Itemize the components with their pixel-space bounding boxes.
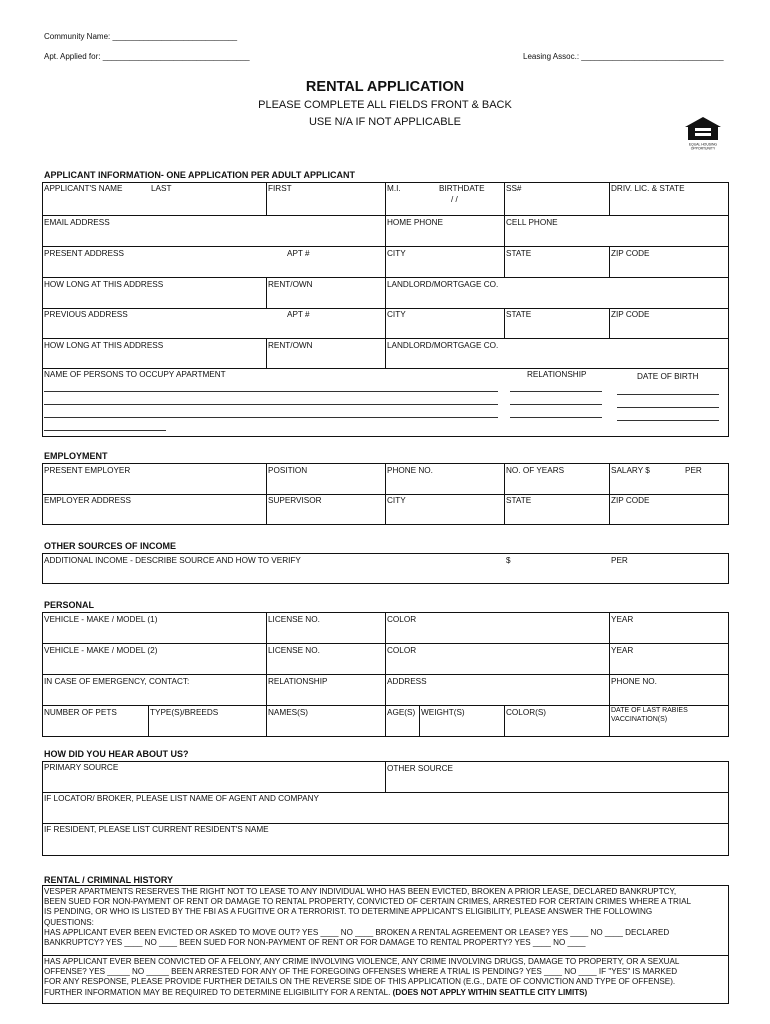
present-employer-label: PRESENT EMPLOYER — [44, 466, 131, 475]
color-2-label: COLOR — [387, 646, 417, 655]
eho-text-1: EQUAL HOUSING — [688, 142, 718, 147]
pet-breeds-label: TYPE(S)/BREEDS — [150, 708, 219, 717]
year-1-label: YEAR — [611, 615, 634, 624]
home-phone-label: HOME PHONE — [387, 218, 443, 227]
community-name-field[interactable]: Community Name: ____________________________ — [44, 32, 238, 41]
emergency-contact-label: IN CASE OF EMERGENCY, CONTACT: — [44, 677, 190, 686]
subtitle-instructions: PLEASE COMPLETE ALL FIELDS FRONT & BACK — [258, 99, 512, 111]
landlord-label: LANDLORD/MORTGAGE CO. — [387, 280, 499, 289]
apt-label: APT # — [287, 249, 310, 258]
pet-color-label: COLOR(S) — [506, 708, 547, 717]
how-long-label: HOW LONG AT THIS ADDRESS — [44, 280, 164, 289]
drivers-license-label: DRIV. LIC. & STATE — [611, 184, 685, 193]
employer-zip-label: ZIP CODE — [611, 496, 650, 505]
birthdate-slashes: / / — [451, 195, 458, 204]
leasing-assoc-field[interactable]: Leasing Assoc.: ________________________________ — [523, 52, 724, 61]
mi-label: M.I. — [387, 184, 401, 193]
occupants-label: NAME OF PERSONS TO OCCUPY APARTMENT — [44, 370, 226, 379]
vehicle-1-label: VEHICLE - MAKE / MODEL (1) — [44, 615, 158, 624]
landlord-label-2: LANDLORD/MORTGAGE CO. — [387, 341, 499, 350]
employment-heading: EMPLOYMENT — [44, 451, 108, 461]
emergency-address-label: ADDRESS — [387, 677, 427, 686]
apt-label-2: APT # — [287, 310, 310, 319]
state-label-2: STATE — [506, 310, 532, 319]
zip-label-2: ZIP CODE — [611, 310, 650, 319]
rabies-label-2: VACCINATION(S) — [611, 716, 668, 723]
income-per-label: PER — [611, 556, 628, 565]
criminal-history-heading: RENTAL / CRIMINAL HISTORY — [44, 875, 174, 885]
birthdate-label: BIRTHDATE — [439, 184, 485, 193]
first-name-label: FIRST — [268, 184, 292, 193]
email-label: EMAIL ADDRESS — [44, 218, 110, 227]
city-label-2: CITY — [387, 310, 406, 319]
equal-housing-opportunity-icon — [683, 116, 723, 152]
salary-label: SALARY $ — [611, 466, 650, 475]
criminal-paragraph-1: VESPER APARTMENTS RESERVES THE RIGHT NOT TO LEASE TO ANY INDIVIDUAL WHO HAS BEEN EVICTED, BROKEN A PRIOR LEASE, DECLARED BANKRUPTCY, BEEN SUED FOR NON-PAYMENT OF RENT OR DAMAGE TO RENTAL PROPERTY, CONVICTED OF CERTAIN CRIMES, ARRESTED FOR CERTAIN CRIMES WHERE A TRIAL IS PENDING, OR WHO IS LISTED BY THE FBI AS A FUGITIVE OR A TERRORIST. TO DETERMINE APPLICANT'S ELIGIBILITY, PLEASE ANSWER THE FOLLOWING QUESTIONS: HAS APPLICANT EVER BEEN EVICTED OR ASKED TO MOVE OUT? YES ____ NO ____ BROKEN A RENTAL AGREEMENT OR LEASE? YES ____ NO ____ DECLARED BANKRUPTCY? YES ____ NO ____ BEEN SUED FOR NON-PAYMENT OF RENT OR FOR DAMAGE TO RENTAL PROPERTY? YES ____ NO ____ — [44, 887, 691, 948]
vehicle-2-label: VEHICLE - MAKE / MODEL (2) — [44, 646, 158, 655]
resident-label: IF RESIDENT, PLEASE LIST CURRENT RESIDENT'S NAME — [44, 825, 269, 834]
relationship-label: RELATIONSHIP — [527, 370, 587, 379]
employer-phone-label: PHONE NO. — [387, 466, 433, 475]
employer-address-label: EMPLOYER ADDRESS — [44, 496, 131, 505]
applicant-name-label: APPLICANT'S NAME — [44, 184, 123, 193]
personal-heading: PERSONAL — [44, 600, 95, 610]
pet-weight-label: WEIGHT(S) — [421, 708, 465, 717]
last-name-label: LAST — [151, 184, 172, 193]
emergency-phone-label: PHONE NO. — [611, 677, 657, 686]
supervisor-label: SUPERVISOR — [268, 496, 322, 505]
locator-label: IF LOCATOR/ BROKER, PLEASE LIST NAME OF AGENT AND COMPANY — [44, 794, 319, 803]
city-label: CITY — [387, 249, 406, 258]
subtitle-na: USE N/A IF NOT APPLICABLE — [308, 116, 462, 128]
employer-city-label: CITY — [387, 496, 406, 505]
state-label: STATE — [506, 249, 532, 258]
employer-state-label: STATE — [506, 496, 532, 505]
income-heading: OTHER SOURCES OF INCOME — [44, 541, 177, 551]
apt-applied-field[interactable]: Apt. Applied for: _________________________________ — [44, 52, 250, 61]
page-title: RENTAL APPLICATION — [305, 79, 465, 95]
year-2-label: YEAR — [611, 646, 634, 655]
additional-income-label: ADDITIONAL INCOME - DESCRIBE SOURCE AND HOW TO VERIFY — [44, 556, 301, 565]
how-long-label-2: HOW LONG AT THIS ADDRESS — [44, 341, 164, 350]
pet-age-label: AGE(S) — [387, 708, 416, 717]
cell-phone-label: CELL PHONE — [506, 218, 558, 227]
income-dollar-label: $ — [506, 556, 511, 565]
other-source-label: OTHER SOURCE — [387, 764, 453, 773]
hear-about-heading: HOW DID YOU HEAR ABOUT US? — [44, 749, 189, 759]
rabies-label-1: DATE OF LAST RABIES — [611, 707, 688, 714]
zip-label: ZIP CODE — [611, 249, 650, 258]
previous-address-label: PREVIOUS ADDRESS — [44, 310, 128, 319]
ss-label: SS# — [506, 184, 522, 193]
rent-own-label: RENT/OWN — [268, 280, 313, 289]
dob-label: DATE OF BIRTH — [637, 372, 699, 381]
pet-names-label: NAMES(S) — [268, 708, 309, 717]
years-label: NO. OF YEARS — [506, 466, 565, 475]
license-2-label: LICENSE NO. — [268, 646, 320, 655]
primary-source-label: PRIMARY SOURCE — [44, 763, 119, 772]
eho-text-2: OPPORTUNITY — [690, 146, 716, 150]
emergency-relationship-label: RELATIONSHIP — [268, 677, 328, 686]
applicant-section-heading: APPLICANT INFORMATION- ONE APPLICATION PER ADULT APPLICANT — [44, 170, 355, 180]
position-label: POSITION — [268, 466, 308, 475]
license-1-label: LICENSE NO. — [268, 615, 320, 624]
criminal-paragraph-2: HAS APPLICANT EVER BEEN CONVICTED OF A FELONY, ANY CRIME INVOLVING VIOLENCE, ANY CRIME INVOLVING DRUGS, DAMAGE TO PROPERTY, OR A SEXUAL OFFENSE? YES _____ NO _____ BEEN ARRESTED FOR ANY OF THE FOREGOING OFFENSES WHERE A TRIAL IS PENDING? YES ____ NO ____ IF "YES" IS MARKED FOR ANY RESPONSE, PLEASE PROVIDE FURTHER DETAILS ON THE REVERSE SIDE OF THIS APPLICATION (E.G., DATE OF CONVICTION AND TYPE OF OFFENSE). FURTHER INFORMATION MAY BE REQUIRED TO DETERMINE ELIGIBILITY FOR A RENTAL. (DOES NOT APPLY WITHIN SEATTLE CITY LIMITS) — [44, 957, 680, 997]
color-1-label: COLOR — [387, 615, 417, 624]
present-address-label: PRESENT ADDRESS — [44, 249, 124, 258]
rent-own-label-2: RENT/OWN — [268, 341, 313, 350]
pets-count-label: NUMBER OF PETS — [44, 708, 117, 717]
salary-per-label: PER — [685, 466, 702, 475]
